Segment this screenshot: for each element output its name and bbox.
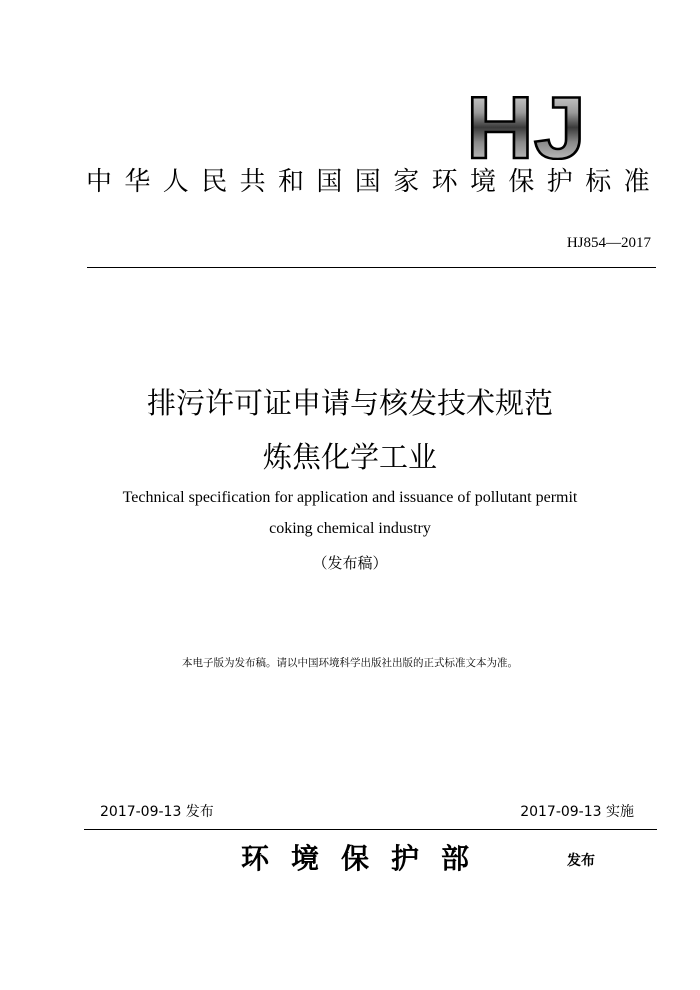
standard-number: HJ854—2017 bbox=[566, 235, 651, 251]
effective-date: 2017-09-13 实施 bbox=[520, 804, 634, 820]
title-cn-line1: 排污许可证申请与核发技术规范 bbox=[146, 386, 553, 420]
hj-logo-text: HJ bbox=[466, 92, 586, 160]
draft-label: （发布稿） bbox=[312, 554, 388, 572]
publish-label: 发布 bbox=[567, 853, 595, 869]
electronic-version-notice: 本电子版为发布稿。请以中国环境科学出版社出版的正式标准文本为准。 bbox=[182, 657, 518, 669]
title-cn-line2: 炼焦化学工业 bbox=[262, 440, 437, 474]
title-en-line2: coking chemical industry bbox=[269, 520, 431, 537]
hj-logo bbox=[466, 92, 588, 160]
issue-date: 2017-09-13 发布 bbox=[100, 804, 214, 820]
issuing-authority: 环境保护部 bbox=[241, 842, 492, 875]
standard-category: 中华人民共和国国家环境保护标准 bbox=[86, 167, 663, 197]
footer-divider bbox=[84, 829, 657, 830]
title-en-line1: Technical specification for application and issuance of pollutant permit bbox=[122, 489, 578, 506]
header-divider bbox=[87, 267, 656, 268]
